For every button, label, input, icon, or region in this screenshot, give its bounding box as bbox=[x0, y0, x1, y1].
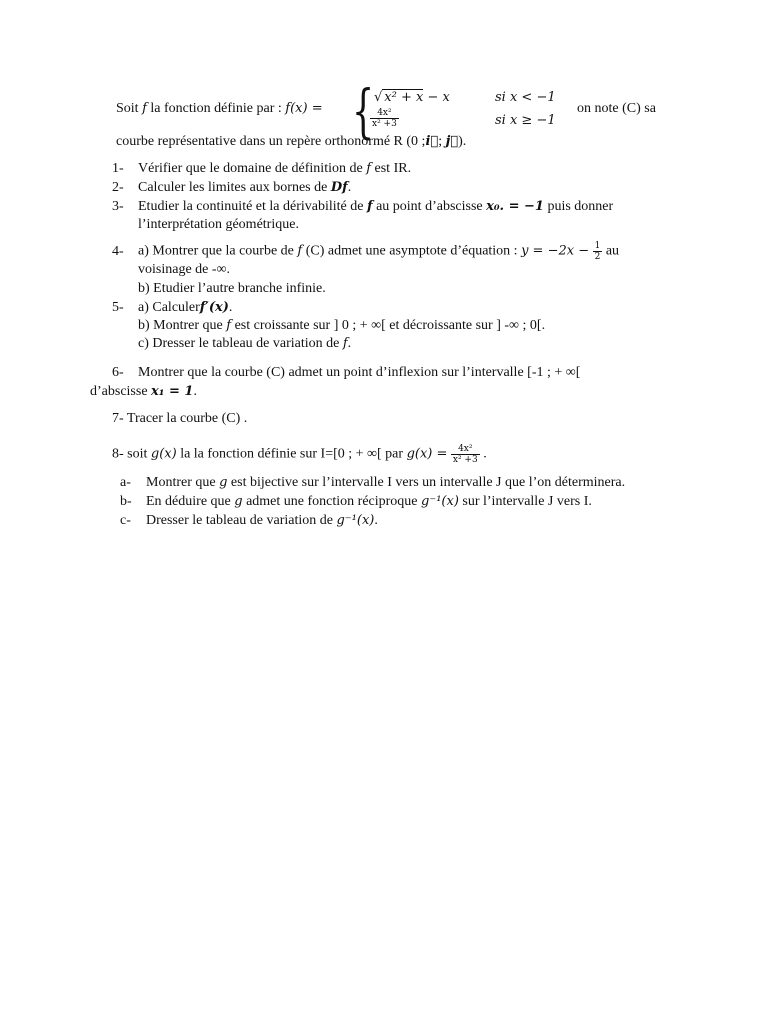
fraction: $\frac{\text{4x²}}{\text{x² +3}}$ bbox=[372, 108, 397, 129]
question-4-line-3: b) Etudier l’autre branche infinie. bbox=[138, 281, 326, 296]
question-6: 6- Montrer que la courbe (C) admet un point d’inflexion sur l’intervalle [-1 ; + ∞[ bbox=[112, 365, 581, 380]
sub-question-a: a- Montrer que g est bijective sur l’intervalle I vers un intervalle J que l’on déterminera. bbox=[120, 475, 626, 490]
question-2: 2- Calculer les limites aux bornes de Df. bbox=[112, 180, 352, 195]
question-4-line-2: voisinage de -∞. bbox=[138, 262, 231, 277]
question-6-line-2: d’abscisse x₁ = 1. bbox=[90, 384, 197, 399]
fraction-one-half: $\frac{1}{2}$ bbox=[594, 241, 601, 262]
question-5: 5- a) Calculerf′(x). bbox=[112, 300, 233, 315]
intro-suffix: on note (C) sa bbox=[577, 101, 656, 116]
piecewise-cond-1: si x < −1 bbox=[495, 90, 556, 105]
intro-line-2: courbe représentative dans un repère orthonormé R (0 ;i⃗; j⃗). bbox=[116, 134, 467, 149]
question-8: 8- soit g(x) la la fonction définie sur I=[0 ; + ∞[ par g(x) = $\frac{\text{4x²}}{\text{x² +3}}$ . bbox=[112, 444, 487, 465]
question-4: 4- a) Montrer que la courbe de f (C) admet une asymptote d’équation : y = −2x − $\frac{1}{2}$ au bbox=[112, 241, 620, 262]
question-1: 1- Vérifier que le domaine de définition de f est IR. bbox=[112, 161, 412, 176]
fraction: $\frac{\text{4x²}}{\text{x² +3}}$ bbox=[452, 444, 478, 465]
question-3: 3- Etudier la continuité et la dérivabilité de f au point d’abscisse x₀. = −1 puis donner bbox=[112, 199, 614, 214]
piecewise-case-2 bbox=[370, 108, 399, 129]
piecewise-cond-2: si x ≥ −1 bbox=[495, 113, 556, 128]
question-7: 7- Tracer la courbe (C) . bbox=[112, 411, 248, 426]
sub-question-b: b- En déduire que g admet une fonction réciproque g⁻¹(x) sur l’intervalle J vers I. bbox=[120, 494, 592, 509]
question-5-line-3: c) Dresser le tableau de variation de f. bbox=[138, 336, 352, 351]
intro-line: Soit f la fonction définie par : f(x) = bbox=[116, 101, 323, 116]
piecewise-case-1: √ x² + x − x bbox=[374, 90, 450, 105]
sub-question-c: c- Dresser le tableau de variation de g⁻¹(x). bbox=[120, 513, 378, 528]
question-5-line-2: b) Montrer que f est croissante sur ] 0 ; + ∞[ et décroissante sur ] -∞ ; 0[. bbox=[138, 318, 546, 333]
question-3-line-2: l’interprétation géométrique. bbox=[138, 217, 299, 232]
piecewise-brace: { bbox=[352, 77, 375, 145]
